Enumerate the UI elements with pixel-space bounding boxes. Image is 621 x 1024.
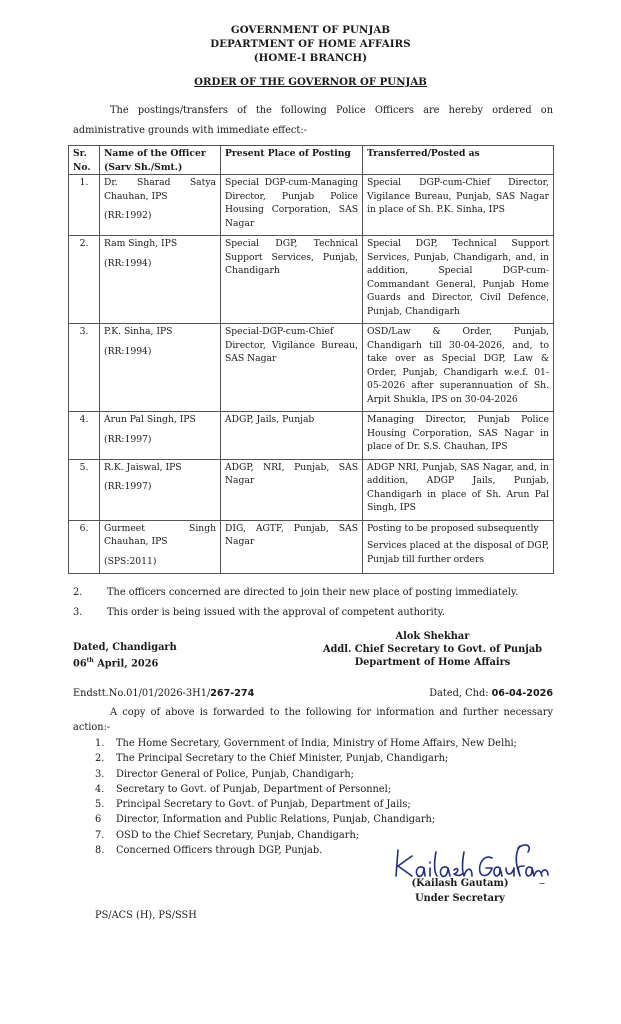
endorsement-prefix: Endstt.No.01/01/2026-3H1/	[73, 688, 211, 699]
item-text: Secretary to Govt. of Punjab, Department of Personnel;	[116, 783, 392, 795]
signatory-name: Alok Shekhar	[395, 631, 470, 642]
cell-officer	[100, 412, 221, 460]
list-item	[95, 767, 517, 782]
cell-present-posting: Special-DGP-cum-Chief Director, Vigilance Bureau, SAS Nagar	[221, 324, 363, 412]
signatory-department: Department of Home Affairs	[354, 657, 511, 668]
header-present-posting: Present Place of Posting	[221, 146, 363, 175]
list-item	[95, 812, 517, 827]
copy-forward-paragraph: A copy of above is forwarded to the following for information and further necessary action:-	[73, 707, 553, 733]
item-number: 3.	[95, 768, 105, 780]
table-row	[69, 412, 554, 460]
cell-transferred-as: OSD/Law & Order, Punjab, Chandigarh till 30-04-2026, and, to take over as Special DGP, Law & Order, Punjab, Chandigarh w.e.f. 01-05-2026 after superannuation of Sh. Arpit Shukla, IPS on 30-04-2026	[363, 324, 554, 412]
cell-present-posting: ADGP, Jails, Punjab	[221, 412, 363, 460]
item-text: OSD to the Chief Secretary, Punjab, Chandigarh;	[116, 829, 360, 841]
under-secretary-name: (Kailash Gautam)	[411, 878, 509, 889]
recipients-list	[95, 736, 517, 858]
cell-officer	[100, 520, 221, 574]
header-government: GOVERNMENT OF PUNJAB	[230, 24, 391, 36]
cell-officer	[100, 324, 221, 412]
table-row	[69, 459, 554, 520]
cell-transferred-as: Managing Director, Punjab Police Housing Corporation, SAS Nagar in place of Dr. S.S. Chauhan, IPS	[363, 412, 554, 460]
officer-batch: (SPS:2011)	[104, 555, 157, 567]
table-row	[69, 175, 554, 236]
item-number: 2.	[95, 753, 105, 765]
list-item	[95, 782, 517, 797]
header-transferred-as: Transferred/Posted as	[363, 146, 554, 175]
list-item	[95, 828, 517, 843]
item-text: Principal Secretary to Govt. of Punjab, Department of Jails;	[116, 799, 411, 811]
cell-present-posting: ADGP, NRI, Punjab, SAS Nagar	[221, 459, 363, 520]
paragraph-number: 3.	[73, 607, 83, 618]
officer-name: Gurmeet Singh Chauhan, IPS	[104, 522, 216, 547]
transferred-note: Services placed at the disposal of DGP, Punjab till further orders	[367, 540, 549, 565]
under-secretary-block	[390, 876, 530, 906]
signatory-block	[310, 630, 555, 669]
table-row	[69, 236, 554, 324]
item-number: 7.	[95, 829, 105, 841]
officer-name: R.K. Jaiswal, IPS	[104, 461, 182, 473]
list-item	[95, 751, 517, 766]
item-text: Concerned Officers through DGP, Punjab.	[116, 845, 323, 857]
officer-name: Dr. Sharad Satya Chauhan, IPS	[104, 177, 216, 202]
item-text: Director General of Police, Punjab, Chandigarh;	[116, 768, 354, 780]
item-number: 8.	[95, 845, 105, 857]
under-secretary-designation: Under Secretary	[415, 893, 505, 904]
item-text: The Principal Secretary to the Chief Minister, Punjab, Chandigarh;	[116, 753, 449, 765]
order-title: ORDER OF THE GOVERNOR OF PUNJAB	[194, 76, 427, 88]
cell-officer	[100, 459, 221, 520]
paragraph-number: 2.	[73, 587, 83, 598]
cell-present-posting: Special DGP, Technical Support Services, Punjab, Chandigarh	[221, 236, 363, 324]
item-number: 4.	[95, 783, 105, 795]
cell-officer	[100, 236, 221, 324]
paragraph-text: The officers concerned are directed to join their new place of posting immediately.	[107, 587, 519, 598]
paragraph-3	[73, 606, 445, 620]
item-number: 1.	[95, 738, 105, 749]
dated-place-block	[73, 641, 177, 670]
officer-name: Arun Pal Singh, IPS	[104, 414, 196, 425]
cell-sr: 6.	[69, 520, 100, 574]
endorsement-date-value: 06-04-2026	[491, 688, 553, 699]
paragraph-text: This order is being issued with the approval of competent authority.	[107, 607, 445, 618]
table-header-row	[69, 146, 554, 175]
officer-batch: (RR:1994)	[104, 345, 152, 357]
date-suffix: th	[86, 657, 94, 664]
item-number: 6	[95, 814, 102, 826]
officer-batch: (RR:1992)	[104, 210, 152, 221]
officer-name: P.K. Sinha, IPS	[104, 326, 173, 337]
endorsement-date	[429, 688, 553, 699]
list-item	[95, 736, 517, 751]
date-day: 06	[73, 658, 87, 670]
table-row	[69, 324, 554, 412]
cc-line: PS/ACS (H), PS/SSH	[95, 910, 197, 921]
paragraph-2	[73, 586, 518, 600]
signatory-designation: Addl. Chief Secretary to Govt. of Punjab	[322, 644, 543, 655]
cell-sr: 2.	[69, 236, 100, 324]
item-text: Director, Information and Public Relations, Punjab, Chandigarh;	[116, 814, 436, 826]
officer-batch: (RR:1997)	[104, 481, 152, 492]
transferred-text: Posting to be proposed subsequently	[367, 522, 539, 534]
dated-date	[73, 654, 177, 670]
intro-paragraph: The postings/transfers of the following Police Officers are hereby ordered on administrative grounds with immediate effect:-	[73, 105, 553, 136]
header-branch: (HOME-I BRANCH)	[253, 52, 368, 64]
header-department: DEPARTMENT OF HOME AFFAIRS	[210, 38, 411, 50]
officer-batch: (RR:1994)	[104, 257, 152, 269]
cell-present-posting: DIG, AGTF, Punjab, SAS Nagar	[221, 520, 363, 574]
cell-sr: 3.	[69, 324, 100, 412]
item-number: 5.	[95, 799, 105, 811]
cell-transferred-as: Special DGP-cum-Chief Director, Vigilance Bureau, Punjab, SAS Nagar in place of Sh. P.K. Sinha, IPS	[363, 175, 554, 236]
date-month-year: April, 2026	[93, 658, 159, 670]
cell-present-posting: Special DGP-cum-Managing Director, Punjab Police Housing Corporation, SAS Nagar	[221, 175, 363, 236]
cell-transferred-as: ADGP NRI, Punjab, SAS Nagar, and, in addition, ADGP Jails, Punjab, Chandigarh in place of Sh. Arun Pal Singh, IPS	[363, 459, 554, 520]
header-sr-no: Sr. No.	[69, 146, 100, 175]
dated-place: Dated, Chandigarh	[73, 642, 177, 653]
officer-batch: (RR:1997)	[104, 433, 152, 445]
header-officer-name: Name of the Officer (Sarv Sh./Smt.)	[100, 146, 221, 175]
postings-table	[68, 145, 554, 574]
cell-sr: 4.	[69, 412, 100, 460]
table-row	[69, 520, 554, 574]
cell-sr: 5.	[69, 459, 100, 520]
cell-transferred-as	[363, 520, 554, 574]
cell-officer	[100, 175, 221, 236]
endorsement-range: 267-274	[210, 688, 255, 699]
officer-name: Ram Singh, IPS	[104, 238, 178, 249]
cell-transferred-as: Special DGP, Technical Support Services, Punjab, Chandigarh, and, in addition, Special DGP-cum-Commandant General, Punjab Home Guards and Director, Civil Defence, Punjab, Chandigarh	[363, 236, 554, 324]
cell-sr: 1.	[69, 175, 100, 236]
list-item	[95, 797, 517, 812]
endorsement-number	[73, 688, 254, 699]
item-text: The Home Secretary, Government of India, Ministry of Home Affairs, New Delhi;	[116, 738, 517, 749]
endorsement-date-label: Dated, Chd:	[429, 688, 492, 699]
